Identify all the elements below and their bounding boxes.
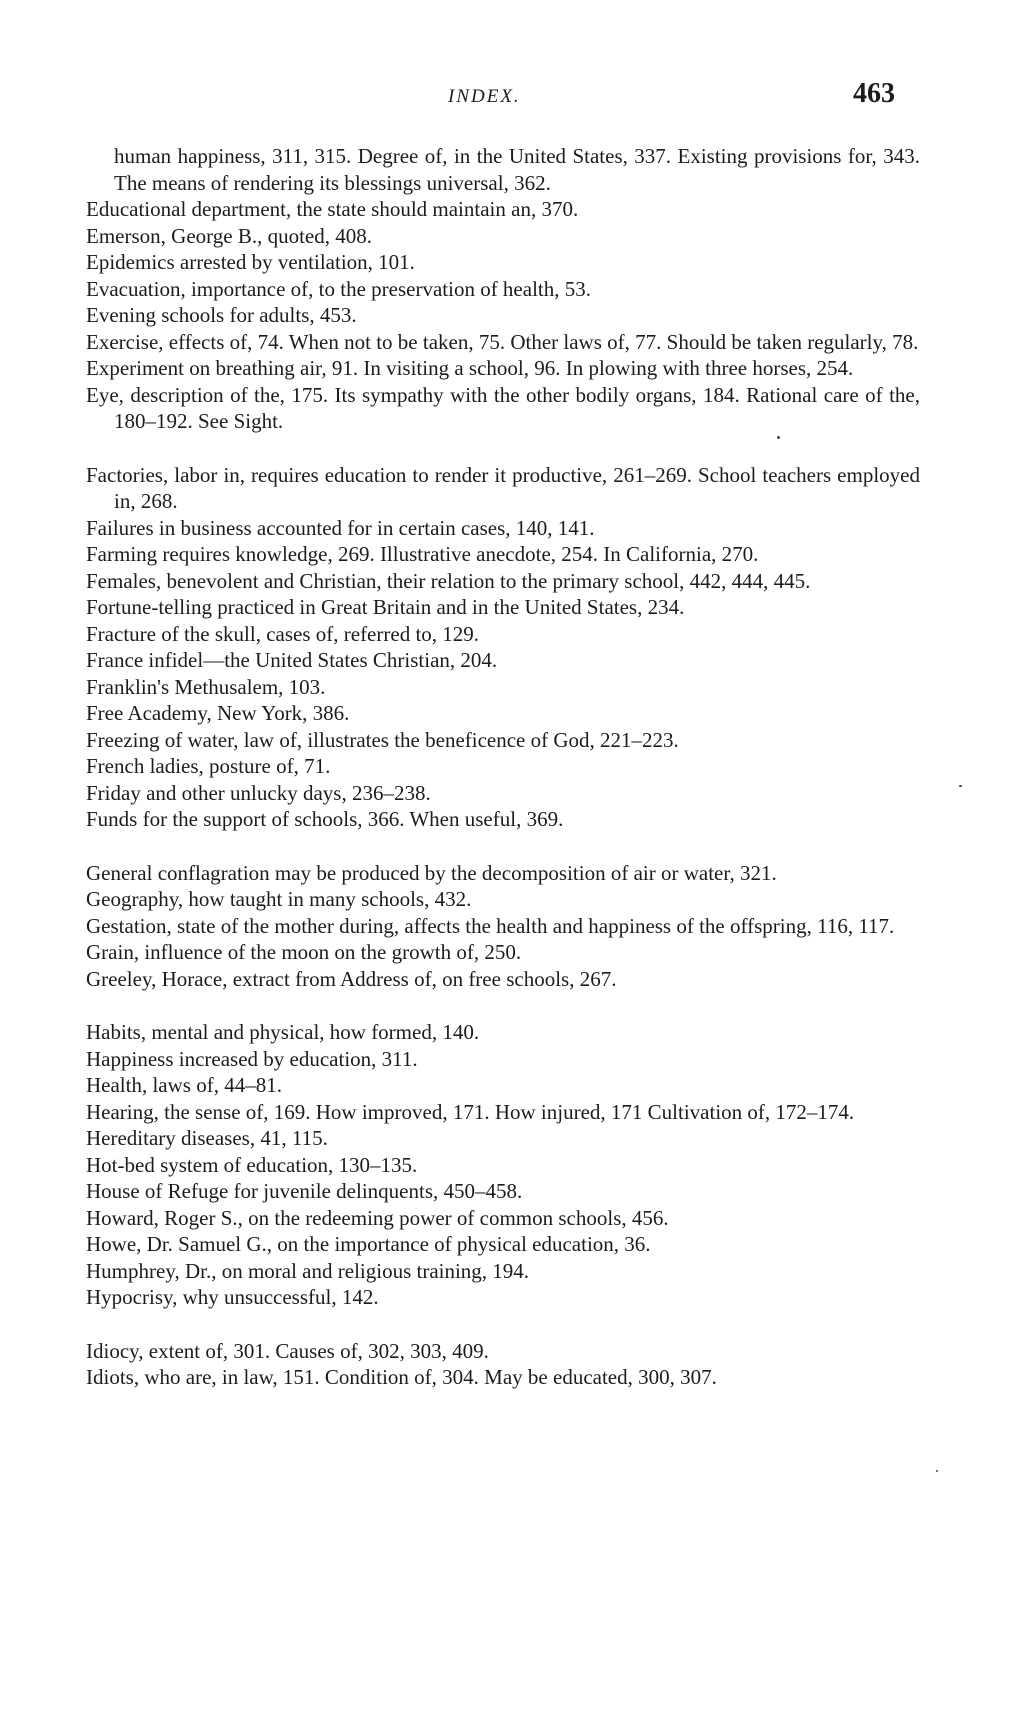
index-entry: Friday and other unlucky days, 236–238. (86, 780, 431, 805)
index-entry: Greeley, Horace, extract from Address of, on free schools, 267. (86, 966, 617, 991)
index-entry: Geography, how taught in many schools, 432. (86, 887, 472, 911)
index-body (86, 143, 920, 1418)
index-entry: Free Academy, New York, 386. (86, 701, 350, 725)
index-entry: Evacuation, importance of, to the preservation of health, 53. (86, 276, 591, 301)
print-speck (959, 785, 962, 787)
index-entry: Evening schools for adults, 453. (86, 303, 357, 327)
index-entry: Idiocy, extent of, 301. Causes of, 302, 303, 409. (86, 1338, 489, 1363)
index-entry: Idiots, who are, in law, 151. Condition of, 304. May be educated, 300, 307. (86, 1365, 717, 1389)
index-entry: Exercise, effects of, 74. When not to be taken, 75. Other laws of, 77. Should be taken regularly, 78. (86, 329, 919, 354)
index-entry: Factories, labor in, requires education to render it productive, 261–269. School teachers employed in, 268. (86, 462, 920, 513)
index-group-f (86, 462, 920, 833)
index-group-e (86, 143, 920, 435)
print-speck (777, 436, 780, 439)
index-entry: Habits, mental and physical, how formed, 140. (86, 1020, 480, 1044)
index-entry: General conflagration may be produced by the decomposition of air or water, 321. (86, 860, 777, 885)
index-entry: Fracture of the skull, cases of, referred to, 129. (86, 621, 480, 646)
index-entry: Hypocrisy, why unsuccessful, 142. (86, 1285, 379, 1309)
index-group-h (86, 1019, 920, 1311)
print-speck (936, 1470, 938, 1472)
index-entry: Funds for the support of schools, 366. When useful, 369. (86, 807, 564, 831)
index-entry: Females, benevolent and Christian, their relation to the primary school, 442, 444, 445. (86, 568, 811, 593)
index-entry: Educational department, the state should maintain an, 370. (86, 197, 579, 221)
index-entry: Failures in business accounted for in certain cases, 140, 141. (86, 515, 595, 540)
index-entry: Franklin's Methusalem, 103. (86, 674, 326, 699)
index-entry: Fortune-telling practiced in Great Britain and in the United States, 234. (86, 595, 685, 619)
index-entry: human happiness, 311, 315. Degree of, in the United States, 337. Existing provisions for, 343. The means of rendering its blessings universal, 362. (114, 144, 920, 195)
index-group-g (86, 860, 920, 993)
index-entry: House of Refuge for juvenile delinquents, 450–458. (86, 1179, 523, 1203)
page-number: 463 (853, 78, 895, 109)
index-entry: Hot-bed system of education, 130–135. (86, 1152, 418, 1177)
index-entry: Happiness increased by education, 311. (86, 1046, 418, 1071)
page-header (0, 78, 1024, 118)
index-entry: Grain, influence of the moon on the growth of, 250. (86, 940, 522, 964)
index-entry: Farming requires knowledge, 269. Illustrative anecdote, 254. In California, 270. (86, 542, 759, 566)
running-title: INDEX. (448, 86, 521, 107)
index-entry: France infidel—the United States Christian, 204. (86, 648, 498, 672)
index-entry: Humphrey, Dr., on moral and religious training, 194. (86, 1258, 530, 1283)
index-entry: Gestation, state of the mother during, affects the health and happiness of the offspring, 116, 117. (86, 913, 895, 938)
index-entry: Experiment on breathing air, 91. In visiting a school, 96. In plowing with three horses, 254. (86, 356, 854, 380)
index-entry: Eye, description of the, 175. Its sympathy with the other bodily organs, 184. Rational care of the, 180–192. See Sight. (86, 382, 920, 433)
index-entry: Health, laws of, 44–81. (86, 1073, 282, 1097)
index-entry: Hearing, the sense of, 169. How improved, 171. How injured, 171 Cultivation of, 172–174. (86, 1099, 855, 1124)
index-entry: Emerson, George B., quoted, 408. (86, 223, 372, 248)
index-entry: Howe, Dr. Samuel G., on the importance of physical education, 36. (86, 1232, 651, 1256)
index-group-i (86, 1338, 920, 1391)
index-entry: French ladies, posture of, 71. (86, 754, 331, 778)
index-entry: Freezing of water, law of, illustrates the beneficence of God, 221–223. (86, 727, 679, 752)
index-entry: Howard, Roger S., on the redeeming power of common schools, 456. (86, 1205, 669, 1230)
index-entry: Epidemics arrested by ventilation, 101. (86, 250, 415, 274)
index-entry: Hereditary diseases, 41, 115. (86, 1126, 328, 1150)
